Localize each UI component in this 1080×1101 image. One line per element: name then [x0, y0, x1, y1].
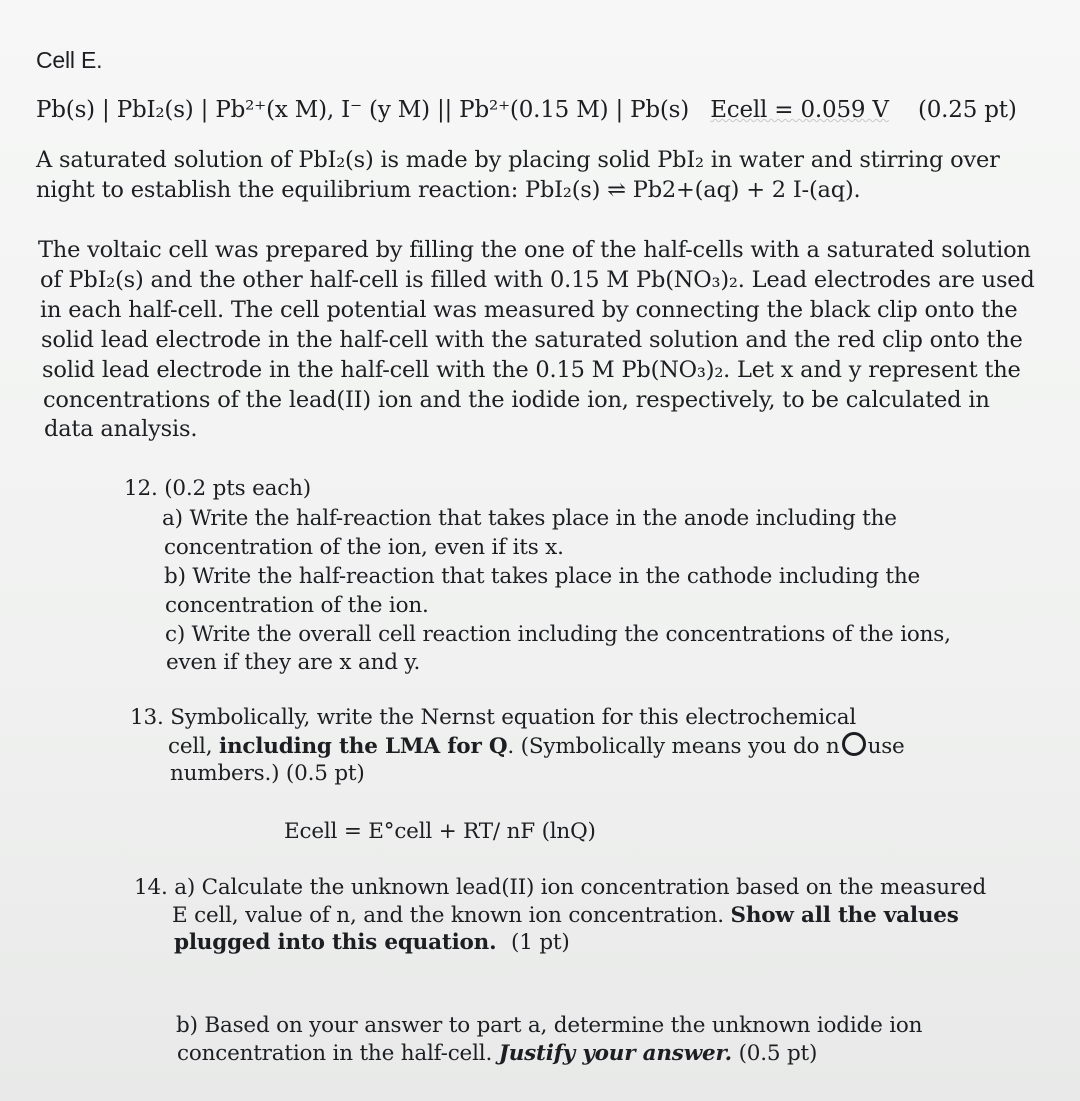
cell-notation-points: (0.25 pt): [917, 97, 1017, 123]
q12-c-line-1: c) Write the overall cell reaction including the concentrations of the ions,: [165, 622, 951, 647]
description-line: of PbI₂(s) and the other half-cell is filled with 0.15 M Pb(NO₃)₂. Lead electrodes are used: [40, 267, 1035, 293]
cell-notation-ecell: Ecell = 0.059 V: [710, 97, 889, 123]
q12-header: 12. (0.2 pts each): [124, 476, 311, 501]
intro-line-2: night to establish the equilibrium reaction: PbI₂(s) ⇌ Pb2+(aq) + 2 I-(aq).: [36, 177, 861, 203]
description-line: The voltaic cell was prepared by filling the one of the half-cells with a saturated solution: [38, 237, 1031, 263]
q13-line-2-end: use: [867, 734, 905, 759]
q13-line-2-post: . (Symbolically means you do n: [507, 734, 840, 759]
cell-notation-left: Pb(s) | PbI₂(s) | Pb²⁺(x M), I⁻ (y M) || Pb²⁺(0.15 M) | Pb(s): [36, 97, 690, 123]
q14-b-emphasis: Justify your answer.: [498, 1041, 732, 1066]
nernst-equation: Ecell = E°cell + RT/ nF (lnQ): [284, 819, 596, 844]
q13-line-3: numbers.) (0.5 pt): [170, 761, 365, 786]
q12-b-line-2: concentration of the ion.: [165, 593, 429, 618]
q14-a-line-3: [174, 929, 570, 958]
description-line: solid lead electrode in the half-cell with the saturated solution and the red clip onto the: [41, 327, 1023, 353]
description-line: data analysis.: [44, 416, 198, 442]
q14-b-points: (0.5 pt): [738, 1041, 818, 1066]
q12-c-line-2: even if they are x and y.: [166, 650, 421, 675]
q13-line-2-pre: cell,: [168, 734, 213, 759]
q12-a-line-1: a) Write the half-reaction that takes place in the anode including the: [162, 506, 897, 531]
q12-b-line-1: b) Write the half-reaction that takes place in the cathode including the: [164, 564, 921, 589]
description-line: in each half-cell. The cell potential was measured by connecting the black clip onto the: [40, 297, 1018, 323]
q12-a-line-2: concentration of the ion, even if its x.: [164, 535, 564, 560]
cell-notation: [36, 97, 1017, 124]
q14-a-emphasis: Show all the values: [730, 903, 959, 928]
description-line: solid lead electrode in the half-cell with the 0.15 M Pb(NO₃)₂. Let x and y represent the: [42, 357, 1021, 383]
q14-a-line-2-pre: E cell, value of n, and the known ion concentration.: [172, 903, 724, 928]
hand-drawn-circle-icon: [842, 732, 866, 756]
q14-b-line-2-pre: concentration in the half-cell.: [177, 1041, 493, 1066]
q14-a-line-1: 14. a) Calculate the unknown lead(II) ion concentration based on the measured: [134, 875, 987, 900]
q14-a-line-2: [172, 902, 959, 931]
q14-b-line-1: b) Based on your answer to part a, determine the unknown iodide ion: [176, 1013, 923, 1038]
intro-line-1: A saturated solution of PbI₂(s) is made by placing solid PbI₂ in water and stirring over: [36, 147, 1000, 173]
q14-a-emphasis-2: plugged into this equation.: [174, 930, 497, 955]
cell-title: Cell E.: [36, 47, 103, 73]
q13-line-2: [168, 732, 905, 762]
q14-b-line-2: [177, 1040, 817, 1069]
q14-a-points: (1 pt): [511, 930, 570, 955]
q13-line-1: 13. Symbolically, write the Nernst equation for this electrochemical: [130, 705, 857, 730]
q13-lma-emphasis: including the LMA for Q: [219, 734, 508, 759]
description-line: concentrations of the lead(II) ion and the iodide ion, respectively, to be calculated in: [43, 387, 990, 413]
